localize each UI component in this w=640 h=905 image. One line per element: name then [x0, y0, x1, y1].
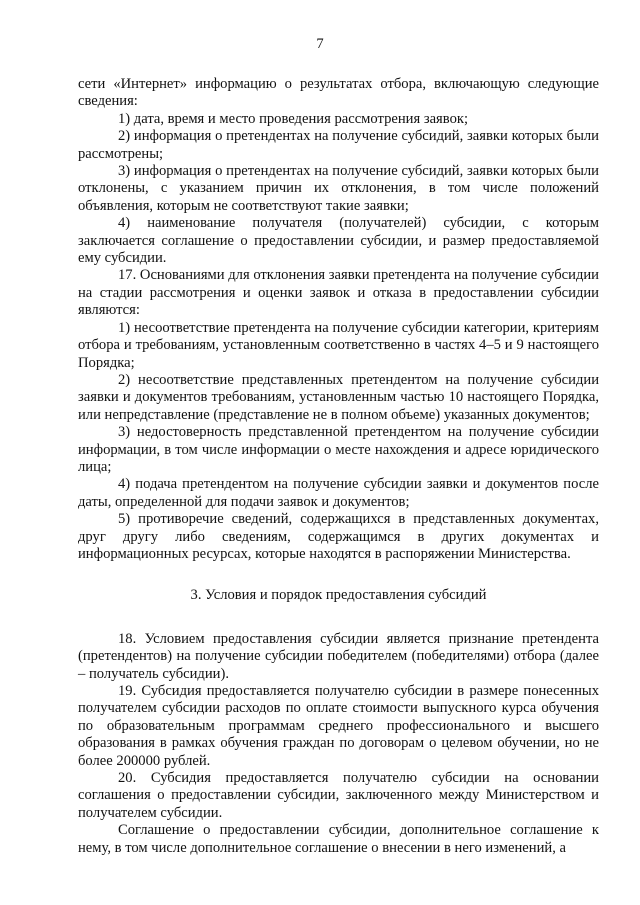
- page-number: 7: [316, 36, 324, 52]
- paragraphs-before-heading: [78, 76, 599, 563]
- section-heading: 3. Условия и порядок предоставления субсидий: [190, 587, 487, 604]
- paragraph: Соглашение о предоставлении субсидии, дополнительное соглашение к нему, в том числе дополнительное соглашение о внесении в него изменений, а: [78, 822, 599, 856]
- paragraph: 4) наименование получателя (получателей) субсидии, с которым заключается соглашение о предоставлении субсидии, и размер предоставляемой ему субсидии.: [78, 215, 599, 267]
- paragraph: 1) несоответствие претендента на получение субсидии категории, критериям отбора и требованиям, установленным соответственно в частях 4–5 и 9 настоящего Порядка;: [78, 319, 599, 371]
- paragraph: 5) противоречие сведений, содержащихся в представленных документах, друг другу либо сведениям, содержащимся в других документах и информационных ресурсах, которые находятся в распоряжении Министерства.: [78, 511, 599, 562]
- paragraph: 2) несоответствие представленных претендентом на получение субсидии заявки и документов требованиям, установленным частью 10 настоящего Порядка, или непредставление (представление не в полном объеме) указанных документов;: [78, 371, 599, 423]
- paragraph: 4) подача претендентом на получение субсидии заявки и документов после даты, определенной для подачи заявок и документов;: [78, 476, 599, 510]
- paragraph: 20. Субсидия предоставляется получателю субсидии на основании соглашения о предоставлении субсидии, заключенного между Министерством и получателем субсидии.: [78, 770, 599, 821]
- paragraph: 3) информация о претендентах на получение субсидий, заявки которых были отклонены, с указанием причин их отклонения, в том числе положений объявления, которым не соответствуют такие заявки;: [78, 163, 599, 214]
- paragraph: 1) дата, время и место проведения рассмотрения заявок;: [118, 110, 469, 127]
- paragraph: 19. Субсидия предоставляется получателю субсидии в размере понесенных получателем субсидии расходов по оплате стоимости выпускного курса обучения по образовательным программам среднего профессионального и высшего образования в рамках обучения граждан по договорам о целевом обучении, но не более 200000 рублей.: [78, 683, 599, 769]
- paragraph: 17. Основаниями для отклонения заявки претендента на получение субсидии на стадии рассмотрения и оценки заявок и отказа в предоставлении субсидии являются:: [78, 267, 599, 319]
- paragraph: сети «Интернет» информацию о результатах отбора, включающую следующие сведения:: [78, 76, 599, 110]
- paragraphs-after-heading: [78, 631, 599, 857]
- paragraph: 2) информация о претендентах на получение субсидий, заявки которых были рассмотрены;: [78, 128, 599, 162]
- paragraph: 3) недостоверность представленной претендентом на получение субсидии информации, в том числе информации о месте нахождения и адресе юридического лица;: [78, 424, 599, 475]
- document-body: [78, 76, 599, 857]
- paragraph: 18. Условием предоставления субсидии является признание претендента (претендентов) на получение субсидии победителем (победителями) отбора (далее – получатель субсидии).: [78, 630, 599, 682]
